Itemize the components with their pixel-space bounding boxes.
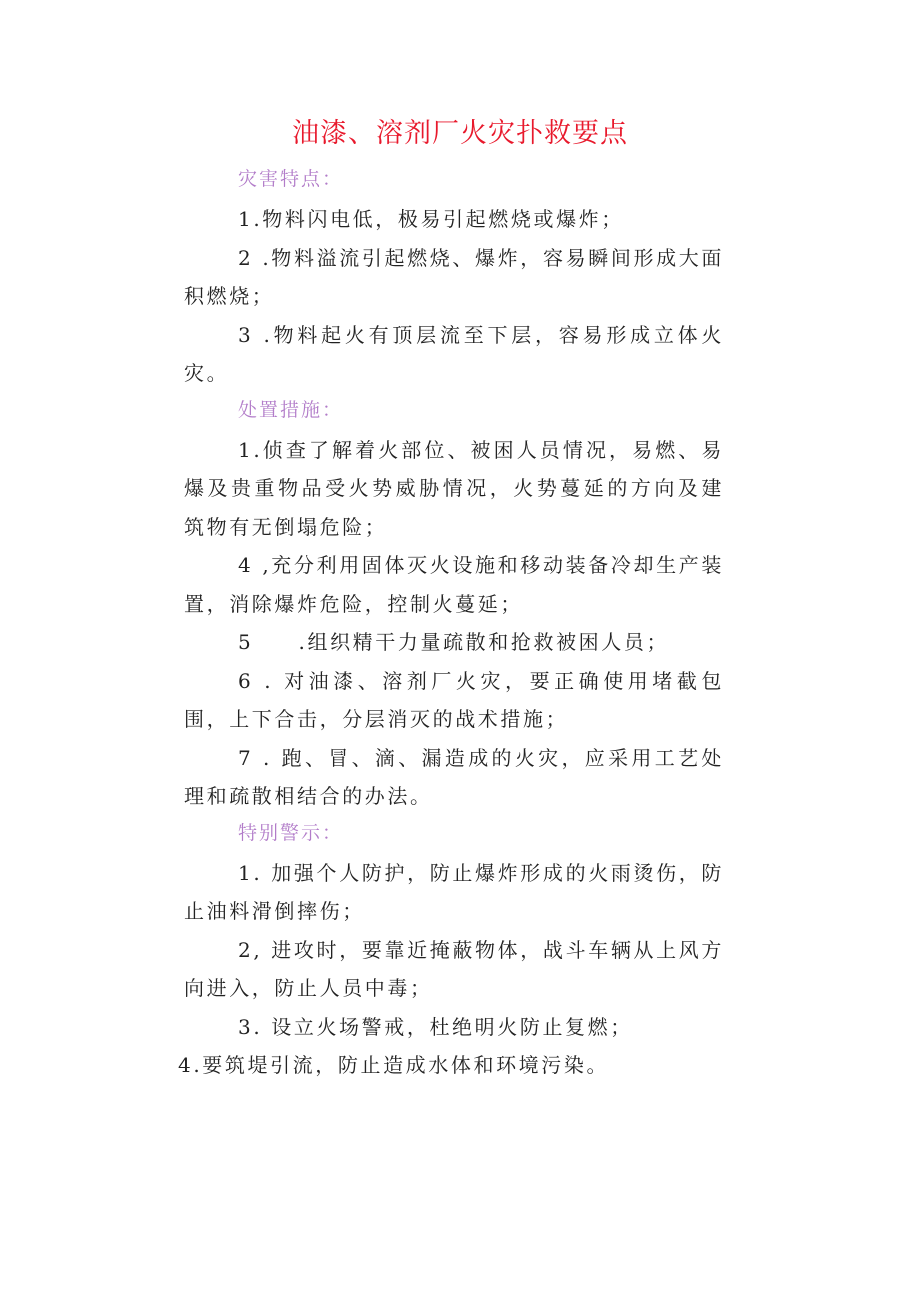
section-heading-hazard-characteristics: 灾害特点： bbox=[238, 168, 344, 190]
warning-item-1: 1. 加强个人防护，防止爆炸形成的火雨烫伤，防止油料滑倒摔伤； bbox=[184, 860, 724, 923]
warning-item-2: 2, 进攻时，要靠近掩蔽物体，战斗车辆从上风方向进入，防止人员中毒； bbox=[184, 937, 724, 1000]
measure-item-1: 1.侦查了解着火部位、被困人员情况，易燃、易爆及贵重物品受火势威胁情况，火势蔓延的方向及建筑物有无倒塌危险； bbox=[184, 437, 724, 539]
hazard-item-3: 3 .物料起火有顶层流至下层，容易形成立体火灾。 bbox=[184, 322, 724, 385]
hazard-item-2: 2 .物料溢流引起燃烧、爆炸，容易瞬间形成大面积燃烧； bbox=[184, 245, 724, 308]
measure-item-6: 6 . 对油漆、溶剂厂火灾，要正确使用堵截包围，上下合击，分层消灭的战术措施； bbox=[184, 668, 724, 731]
section-heading-response-measures: 处置措施： bbox=[238, 398, 344, 421]
measure-item-5: 5 .组织精干力量疏散和抢救被困人员； bbox=[238, 630, 670, 654]
hazard-item-1: 1.物料闪电低，极易引起燃烧或爆炸； bbox=[238, 207, 624, 231]
warning-item-3: 3. 设立火场警戒，杜绝明火防止复燃； bbox=[238, 1014, 633, 1039]
measure-item-4: 4 ,充分利用固体灭火设施和移动装备冷却生产装置，消除爆炸危险，控制火蔓延； bbox=[184, 553, 724, 616]
section-heading-special-warnings: 特别警示： bbox=[238, 821, 344, 844]
measure-item-7: 7 . 跑、冒、滴、漏造成的火灾，应采用工艺处理和疏散相结合的办法。 bbox=[184, 745, 724, 808]
document-title: 油漆、溶剂厂火灾扑救要点 bbox=[292, 118, 628, 149]
warning-item-4: 4.要筑堤引流，防止造成水体和环境污染。 bbox=[178, 1053, 610, 1077]
document-body bbox=[178, 162, 724, 1085]
